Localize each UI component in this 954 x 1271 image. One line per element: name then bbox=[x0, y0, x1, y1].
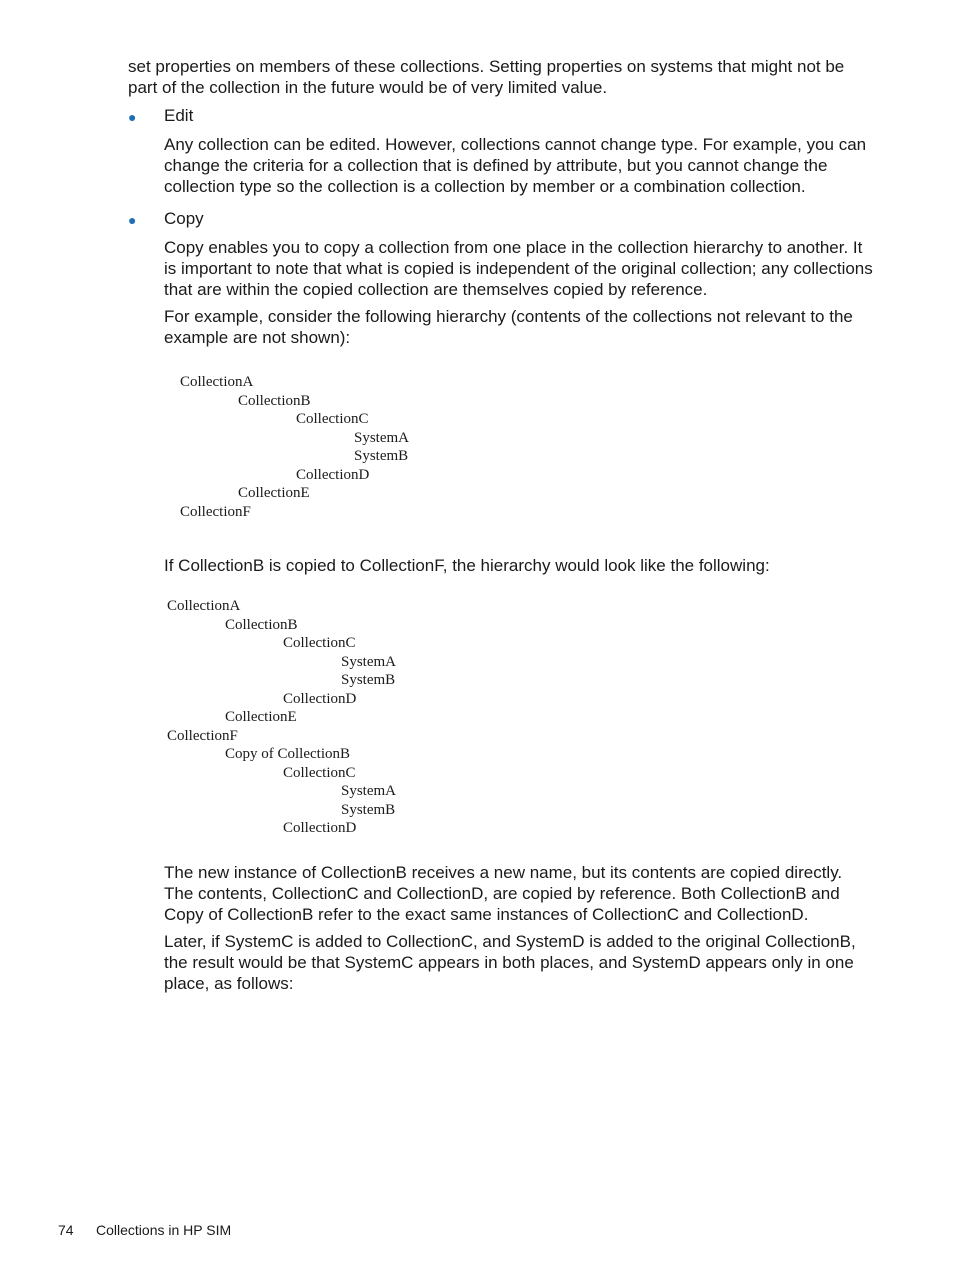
page-number: 74 bbox=[58, 1222, 74, 1238]
copy-paragraph-1: Copy enables you to copy a collection from one place in the collection hierarchy to another. It is important to note that what is copied is independent of the original collection; any collections that are within the copied collection are themselves copied by reference. bbox=[164, 238, 873, 299]
footer-section: Collections in HP SIM bbox=[96, 1222, 232, 1238]
tree-node: SystemA bbox=[354, 429, 410, 446]
tree-node: CollectionF bbox=[167, 727, 238, 744]
bullet-icon: ● bbox=[128, 109, 137, 125]
tree-node: SystemB bbox=[341, 801, 396, 818]
tree-node: CollectionC bbox=[283, 635, 356, 651]
tree-node: CollectionB bbox=[238, 392, 311, 409]
copy-after-paragraph-2: Later, if SystemC is added to CollectionC, and SystemD is added to the original CollectionB, the result would be that SystemC appears in both places, and SystemD appears only in one place, as follows: bbox=[164, 932, 856, 993]
bullet-title-edit: Edit bbox=[164, 106, 194, 125]
tree-node: CollectionF bbox=[180, 503, 251, 520]
tree-node: CollectionC bbox=[296, 411, 369, 427]
tree-node: CollectionD bbox=[296, 466, 370, 483]
tree-node: Copy of CollectionB bbox=[225, 746, 350, 762]
tree-node: CollectionD bbox=[283, 820, 357, 836]
intro-paragraph: set properties on members of these collections. Setting properties on systems that might not be part of the collection in the future would be of very limited value. bbox=[128, 57, 845, 97]
copy-between-paragraph: If CollectionB is copied to CollectionF, the hierarchy would look like the following: bbox=[164, 556, 770, 575]
tree-node: CollectionD bbox=[283, 690, 357, 707]
tree-node: SystemA bbox=[341, 783, 397, 799]
tree-node: CollectionA bbox=[180, 374, 254, 390]
tree-node: CollectionA bbox=[167, 598, 241, 614]
tree-node: CollectionE bbox=[225, 709, 297, 725]
tree-node: CollectionC bbox=[283, 764, 356, 781]
tree-node: SystemB bbox=[341, 672, 396, 688]
tree-node: CollectionE bbox=[238, 485, 310, 501]
page-footer bbox=[58, 1222, 231, 1238]
tree-node: SystemA bbox=[341, 653, 397, 670]
bullet-icon: ● bbox=[128, 212, 137, 228]
copy-paragraph-2: For example, consider the following hierarchy (contents of the collections not relevant to the example are not shown): bbox=[164, 307, 853, 347]
tree-node: SystemB bbox=[354, 448, 409, 464]
edit-paragraph: Any collection can be edited. However, collections cannot change type. For example, you can change the criteria for a collection that is defined by attribute, but you cannot change the collection type so the collection is a collection by member or a combination collection. bbox=[164, 135, 867, 196]
bullet-title-copy: Copy bbox=[164, 209, 204, 228]
copy-after-paragraph-1: The new instance of CollectionB receives a new name, but its contents are copied directly. The contents, CollectionC and CollectionD, are copied by reference. Both CollectionB and Copy of CollectionB refer to the exact same instances of CollectionC and CollectionD. bbox=[164, 863, 843, 924]
tree-node: CollectionB bbox=[225, 616, 298, 633]
